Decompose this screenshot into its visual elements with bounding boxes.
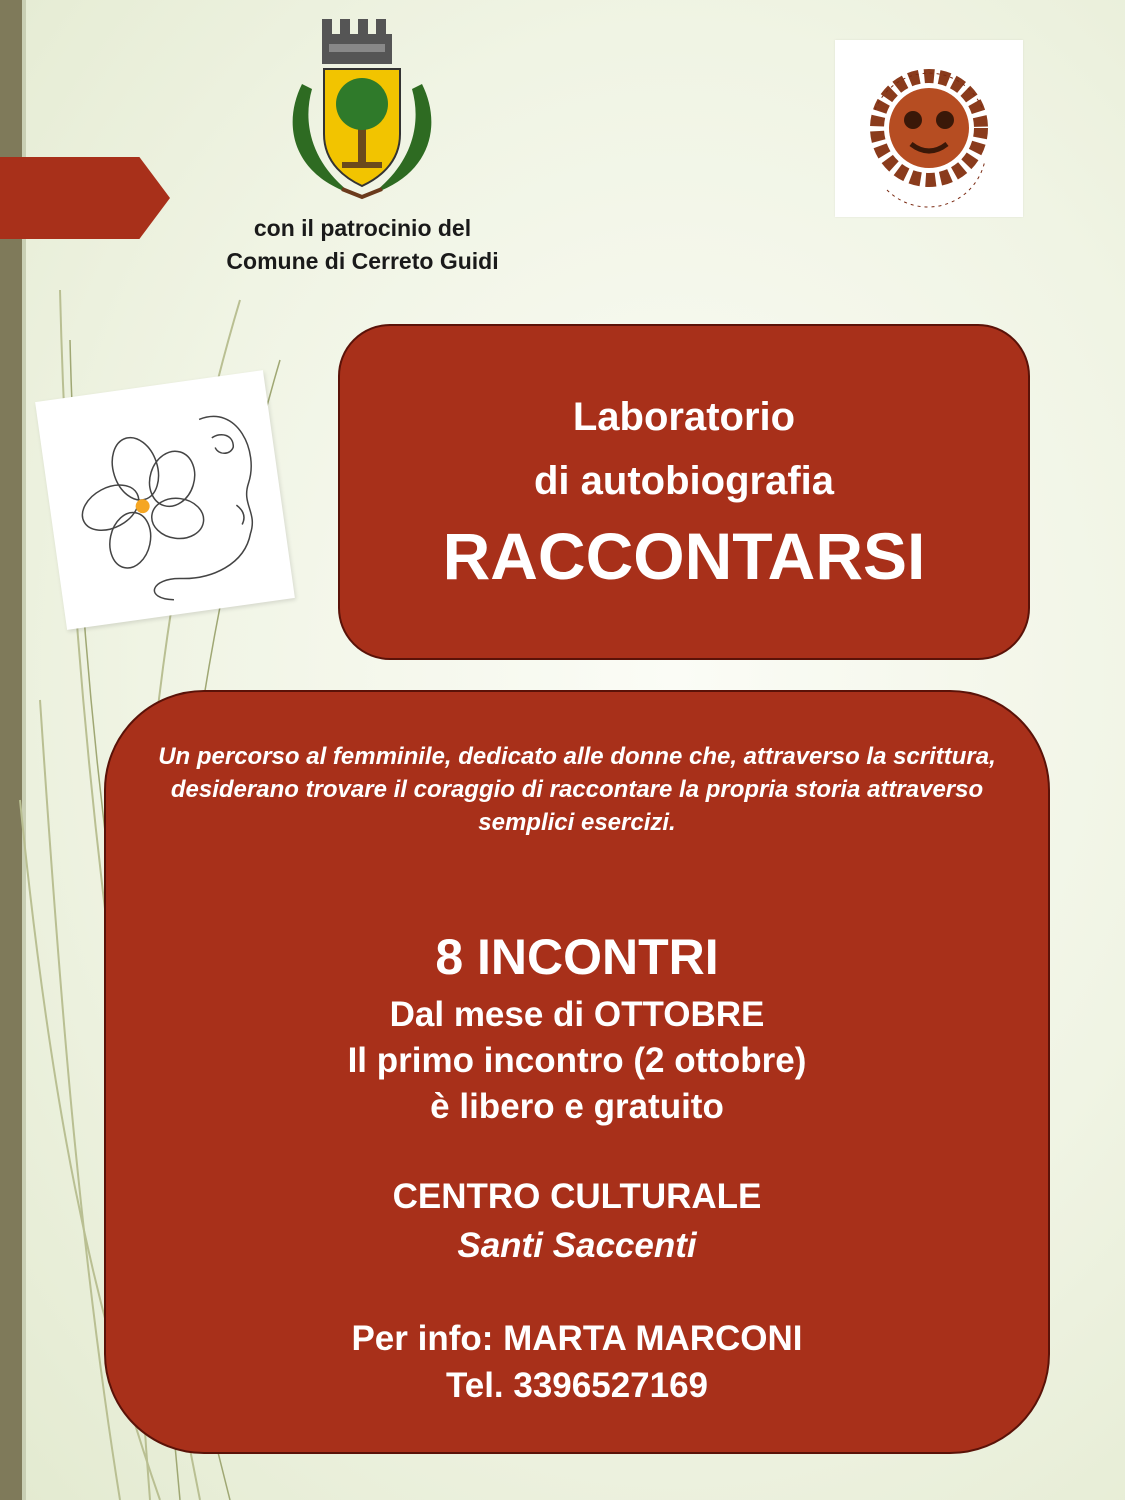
meetings-count: 8 INCONTRI bbox=[435, 929, 719, 985]
crest-logo bbox=[282, 14, 442, 209]
free-entry: è libero e gratuito bbox=[430, 1087, 724, 1126]
contact-name: Per info: MARTA MARCONI bbox=[351, 1319, 803, 1358]
flower-face-sketch bbox=[35, 370, 295, 630]
venue-name: Santi Saccenti bbox=[457, 1226, 697, 1265]
title-main: RACCONTARSI bbox=[442, 519, 926, 593]
start-month: Dal mese di OTTOBRE bbox=[389, 995, 765, 1034]
info-panel bbox=[104, 690, 1050, 1454]
description: Un percorso al femminile, dedicato alle donne che, attraverso la scrittura, desiderano trovare il coraggio di raccontare la propria storia attraverso semplici esercizi. bbox=[158, 743, 996, 836]
contact-phone: Tel. 3396527169 bbox=[445, 1366, 709, 1405]
title-panel bbox=[338, 324, 1030, 660]
sponsor-text bbox=[175, 212, 550, 278]
flower-face-icon bbox=[35, 370, 295, 630]
ribbon-arrow bbox=[0, 157, 170, 239]
title-line-2: di autobiografia bbox=[534, 459, 834, 503]
association-logo bbox=[835, 40, 1023, 217]
crown-icon bbox=[322, 19, 392, 64]
title-line-1: Laboratorio bbox=[572, 395, 796, 439]
venue-label: CENTRO CULTURALE bbox=[392, 1177, 762, 1216]
mask-logo-icon bbox=[835, 40, 1023, 217]
sponsor-line-2: Comune di Cerreto Guidi bbox=[226, 248, 499, 274]
first-meeting: Il primo incontro (2 ottobre) bbox=[347, 1041, 807, 1080]
sponsor-line-1: con il patrocinio del bbox=[253, 215, 472, 241]
